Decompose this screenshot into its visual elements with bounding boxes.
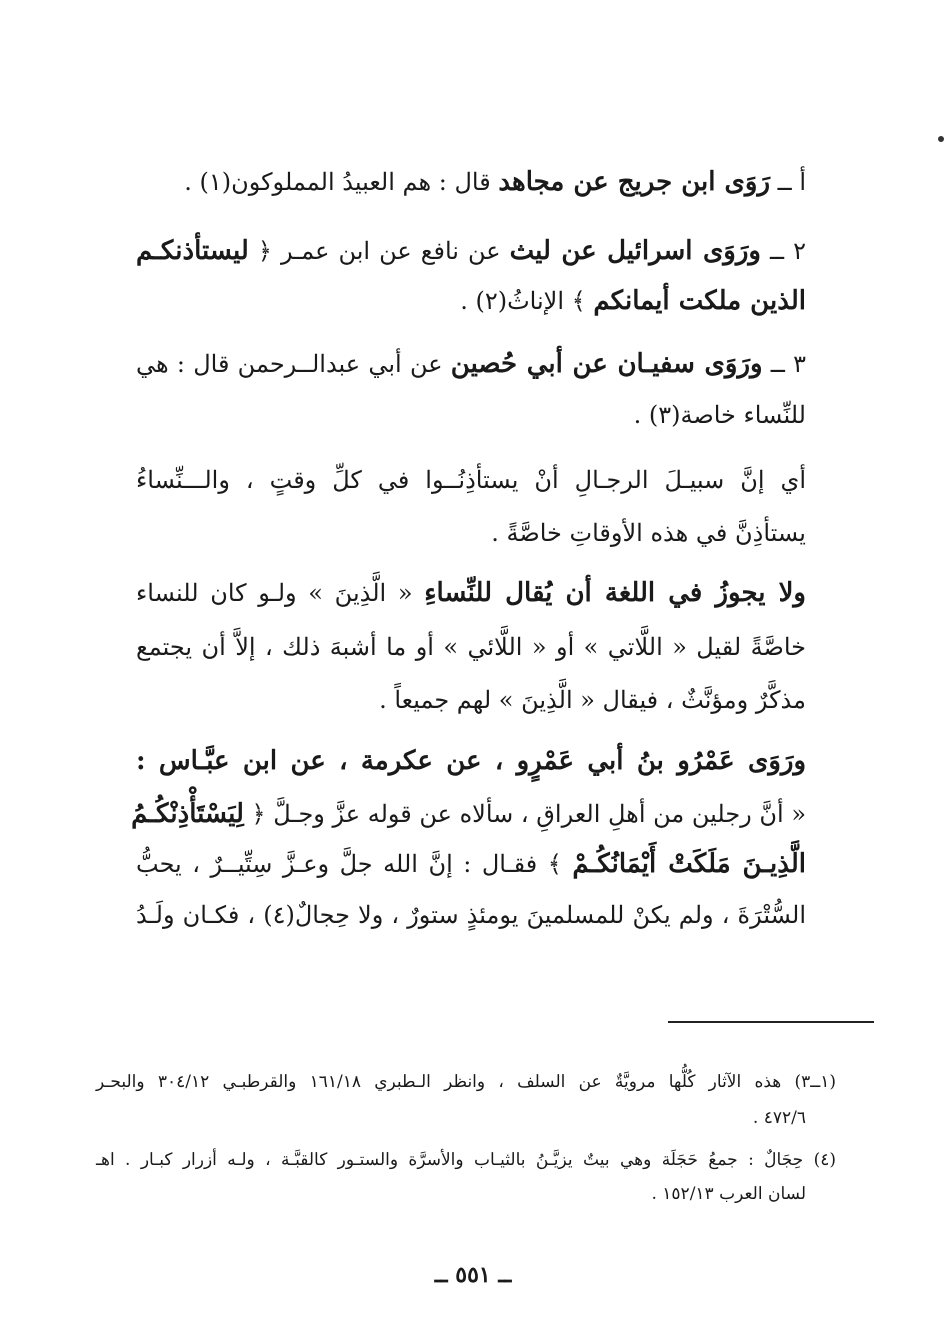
narration-text: ﴾ فقـال : إنَّ الله جلَّ وعـزَّ سِتِّيــرٌ ، يحبُّ — [136, 850, 573, 878]
quran-verse: ليستأذنكـم — [136, 236, 249, 266]
bold-statement: ولا يجوزُ في اللغة أن يُقال للنِّساءِ — [424, 578, 806, 608]
item-marker: ٢ ــ — [760, 237, 806, 265]
footnote-2-line-2: لسان العرب ١٥٢/١٣ . — [651, 1184, 806, 1204]
paragraph-5-line-2: خاصَّةً لقيل « اللَّاتي » أو « اللَّائي » أو ما أشبهَ ذلك ، إلاَّ أن يجتمع — [136, 633, 806, 661]
paragraph-2-line-2 — [136, 281, 806, 321]
paragraph-6-line-3 — [136, 844, 806, 884]
paragraph-3-line-1 — [136, 344, 806, 384]
paragraph-5-line-1 — [136, 573, 806, 613]
quran-verse: الَّذِيـنَ مَلَكَتْ أَيْمَانُكُـمْ — [572, 849, 806, 879]
narration-text: عن نافع عن ابن عمـر ﴿ — [248, 237, 510, 265]
paragraph-5-line-3: مذكَّرٌ ومؤنَّثٌ ، فيقال « الَّذِينَ » لهم جميعاً . — [379, 686, 806, 714]
quran-verse: الذين ملكت أيمانكم — [593, 286, 806, 316]
paragraph-6-line-2 — [131, 794, 806, 834]
paragraph-2-line-1 — [136, 231, 806, 271]
statement-text: « الَّذِينَ » ولـو كان للنساء — [136, 579, 425, 607]
footnote-separator — [668, 1021, 874, 1023]
narrator-chain: ورَوَى اسرائيل عن ليث — [509, 236, 761, 266]
page-number: ــ ٥٥١ ــ — [434, 1262, 512, 1288]
item-marker: أ ــ — [770, 168, 806, 196]
paragraph-1-line-1 — [136, 162, 806, 202]
narrator-chain: ورَوَى سفيـان عن أبي حُصين — [450, 349, 763, 379]
item-marker: ٣ ــ — [762, 350, 806, 378]
narration-text: « أنَّ رجلين من أهلِ العراقِ ، سألاه عن قوله عزَّ وجـلَّ ﴿ — [243, 800, 806, 828]
quran-verse: لِيَسْتَأْذِنْكُـمُ — [131, 799, 244, 829]
paragraph-6-line-4: السُّتْرَةَ ، ولم يكنْ للمسلمينَ يومئذٍ ستورٌ ، ولا حِجالٌ(٤) ، فكـان ولَـدُ — [136, 901, 806, 929]
footnote-2-line-1: (٤) حِجَالٌ : جمعُ حَجَلَة وهي بيتٌ يزيَّـنُ بالثيـاب والأسرَّة والستـور كالقبَّـة ، ولـه أزرار كبـار . اهـ — [96, 1150, 836, 1170]
paragraph-4-line-2: يستأذِنَّ في هذه الأوقاتِ خاصَّةً . — [491, 519, 806, 547]
scan-mark-dot — [938, 136, 944, 142]
narration-text: قال : هم العبيدُ المملوكون(١) . — [184, 168, 499, 196]
paragraph-4-line-1: أي إنَّ سبيـلَ الرجـالِ أنْ يستأذِنُــوا في كلِّ وقتٍ ، والـــنِّساءُ — [136, 466, 806, 494]
narration-text: عن أبي عبدالــرحمن قال : هي — [136, 350, 451, 378]
paragraph-3-line-2: للنِّساء خاصة(٣) . — [633, 401, 806, 429]
narration-text: ﴾ الإناثُ(٢) . — [460, 287, 594, 315]
paragraph-6-line-1: ورَوَى عَمْرُو بنُ أبي عَمْرٍو ، عن عكرمة ، عن ابن عبَّـاس : — [136, 746, 806, 776]
narrator-chain: رَوَى ابن جريج عن مجاهد — [498, 167, 770, 197]
footnote-1-line-2: ٤٧٢/٦ . — [752, 1108, 806, 1128]
footnote-1-line-1: (١ــ٣) هذه الآثار كُلُّها مرويَّةٌ عن السلف ، وانظر الـطبري ١٦١/١٨ والقرطبـي ٣٠٤/١٢ والبحـر — [96, 1072, 837, 1092]
